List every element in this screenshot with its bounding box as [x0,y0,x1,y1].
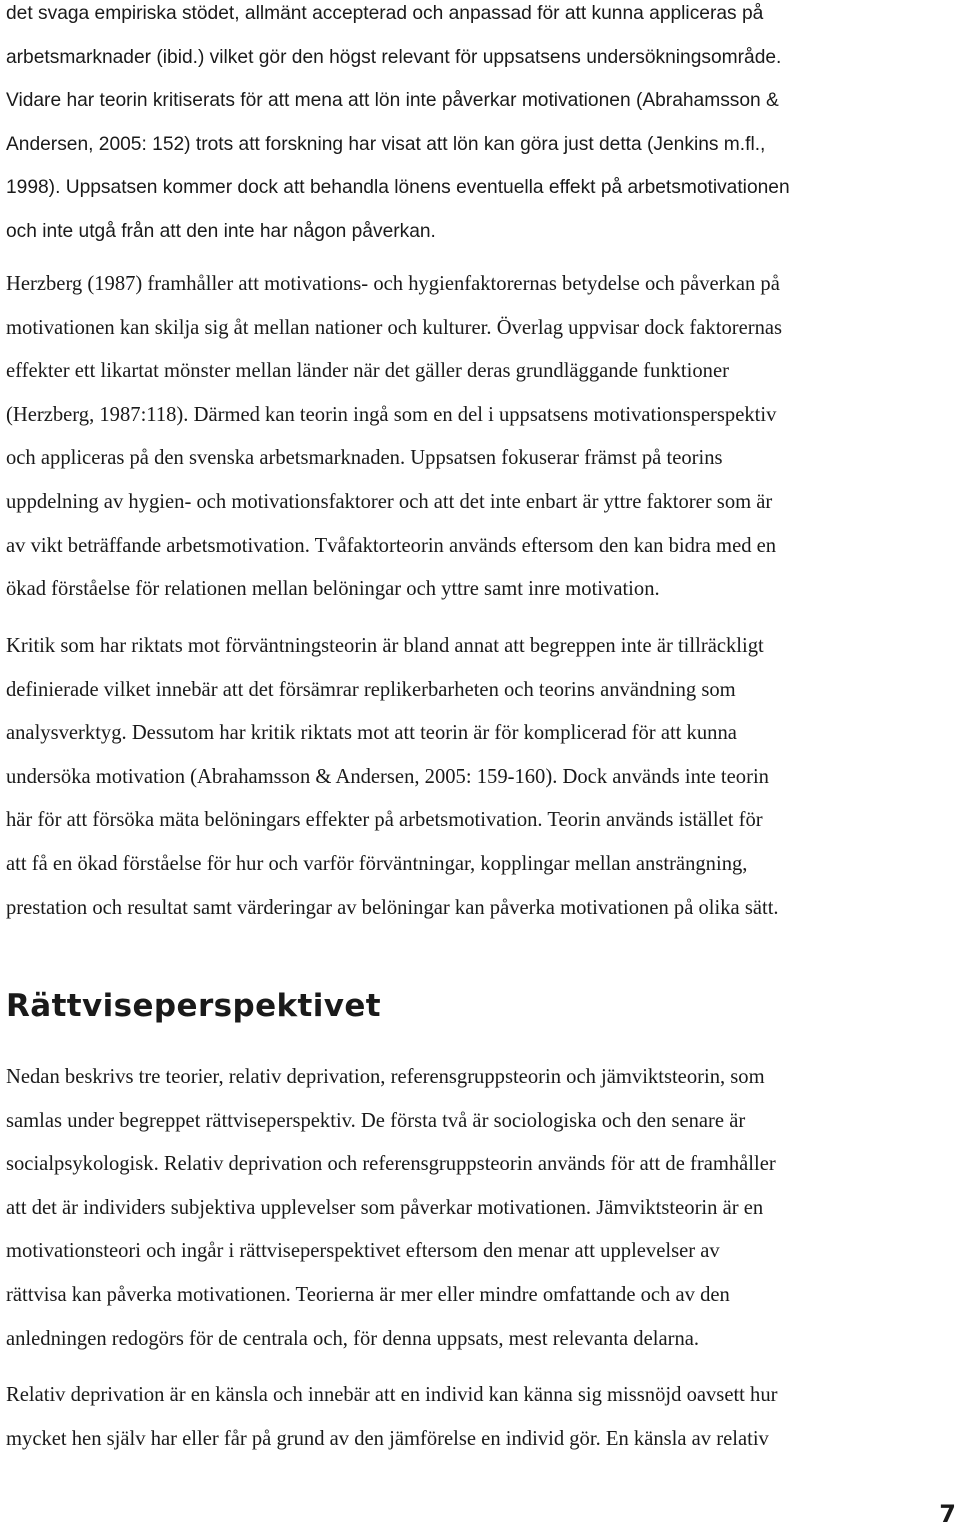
text-line: definierade vilket innebär att det försämrar replikerbarheten och teorins användning som [6,678,736,701]
text-line: motivationsteori och ingår i rättviseperspektivet eftersom den menar att upplevelser av [6,1240,720,1263]
text-line: att det är individers subjektiva upplevelser som påverkar motivationen. Jämviktsteorin är en [6,1196,764,1219]
paragraph-intro-continued [6,0,956,254]
text-line: (Herzberg, 1987:118). Därmed kan teorin ingå som en del i uppsatsens motivationsperspektiv [6,403,777,426]
paragraph-relativ-deprivation [6,1374,956,1461]
text-line: Kritik som har riktats mot förväntningsteorin är bland annat att begreppen inte är tillräckligt [6,635,764,657]
text-line: Andersen, 2005: 152) trots att forskning har visat att lön kan göra just detta (Jenkins m.fl., [6,133,766,155]
text-line: här för att försöka mäta belöningars effekter på arbetsmotivation. Teorin används istället för [6,809,763,832]
text-line: effekter ett likartat mönster mellan länder när det gäller deras grundläggande funktioner [6,360,729,383]
text-line: ökad förståelse för relationen mellan belöningar och yttre samt inre motivation. [6,578,660,601]
text-line: analysverktyg. Dessutom har kritik riktats mot att teorin är för komplicerad för att kunna [6,722,737,745]
text-line: samlas under begreppet rättviseperspektiv. De första två är sociologiska och den senare är [6,1109,746,1132]
text-line: rättvisa kan påverka motivationen. Teorierna är mer eller mindre omfattande och av den [6,1283,730,1306]
page-number: 7 [939,1500,956,1528]
section-heading: Rättviseperspektivet [6,988,382,1024]
text-line: uppdelning av hygien- och motivationsfaktorer och att det inte enbart är yttre faktorer som är [6,490,773,513]
text-line: mycket hen själv har eller får på grund av den jämförelse en individ gör. En känsla av relativ [6,1427,769,1450]
text-line: att få en ökad förståelse för hur och varför förväntningar, kopplingar mellan ansträngning, [6,852,748,875]
text-line: motivationen kan skilja sig åt mellan nationer och kulturer. Överlag uppvisar dock faktorernas [6,316,783,339]
paragraph-section-intro [6,1056,956,1361]
text-line: Herzberg (1987) framhåller att motivations- och hygienfaktorernas betydelse och påverkan på [6,273,780,295]
text-line: socialpsykologisk. Relativ deprivation och referensgruppsteorin används för att de framhåller [6,1153,776,1176]
text-line: prestation och resultat samt värderingar av belöningar kan påverka motivationen på olika sätt. [6,896,779,919]
text-line: undersöka motivation (Abrahamsson & Andersen, 2005: 159-160). Dock används inte teorin [6,765,769,788]
text-line: och appliceras på den svenska arbetsmarknaden. Uppsatsen fokuserar främst på teorins [6,447,723,470]
text-line: 1998). Uppsatsen kommer dock att behandla lönens eventuella effekt på arbetsmotivationen [6,177,790,199]
text-line: Relativ deprivation är en känsla och innebär att en individ kan känna sig missnöjd oavsett hur [6,1384,778,1406]
paragraph-herzberg [6,263,956,612]
text-line: anledningen redogörs för de centrala och, för denna uppsats, mest relevanta delarna. [6,1327,700,1350]
text-line: Nedan beskrivs tre teorier, relativ deprivation, referensgruppsteorin och jämviktsteorin, som [6,1066,765,1088]
paragraph-kritik [6,625,956,930]
text-line: och inte utgå från att den inte har någon påverkan. [6,220,436,242]
text-line: Vidare har teorin kritiserats för att mena att lön inte påverkar motivationen (Abrahamsson & [6,90,779,112]
text-line: det svaga empiriska stödet, allmänt accepterad och anpassad för att kunna appliceras på [6,3,764,24]
text-line: av vikt beträffande arbetsmotivation. Tvåfaktorteorin används eftersom den kan bidra med en [6,534,777,557]
text-line: arbetsmarknader (ibid.) vilket gör den högst relevant för uppsatsens undersökningsområde. [6,46,782,68]
